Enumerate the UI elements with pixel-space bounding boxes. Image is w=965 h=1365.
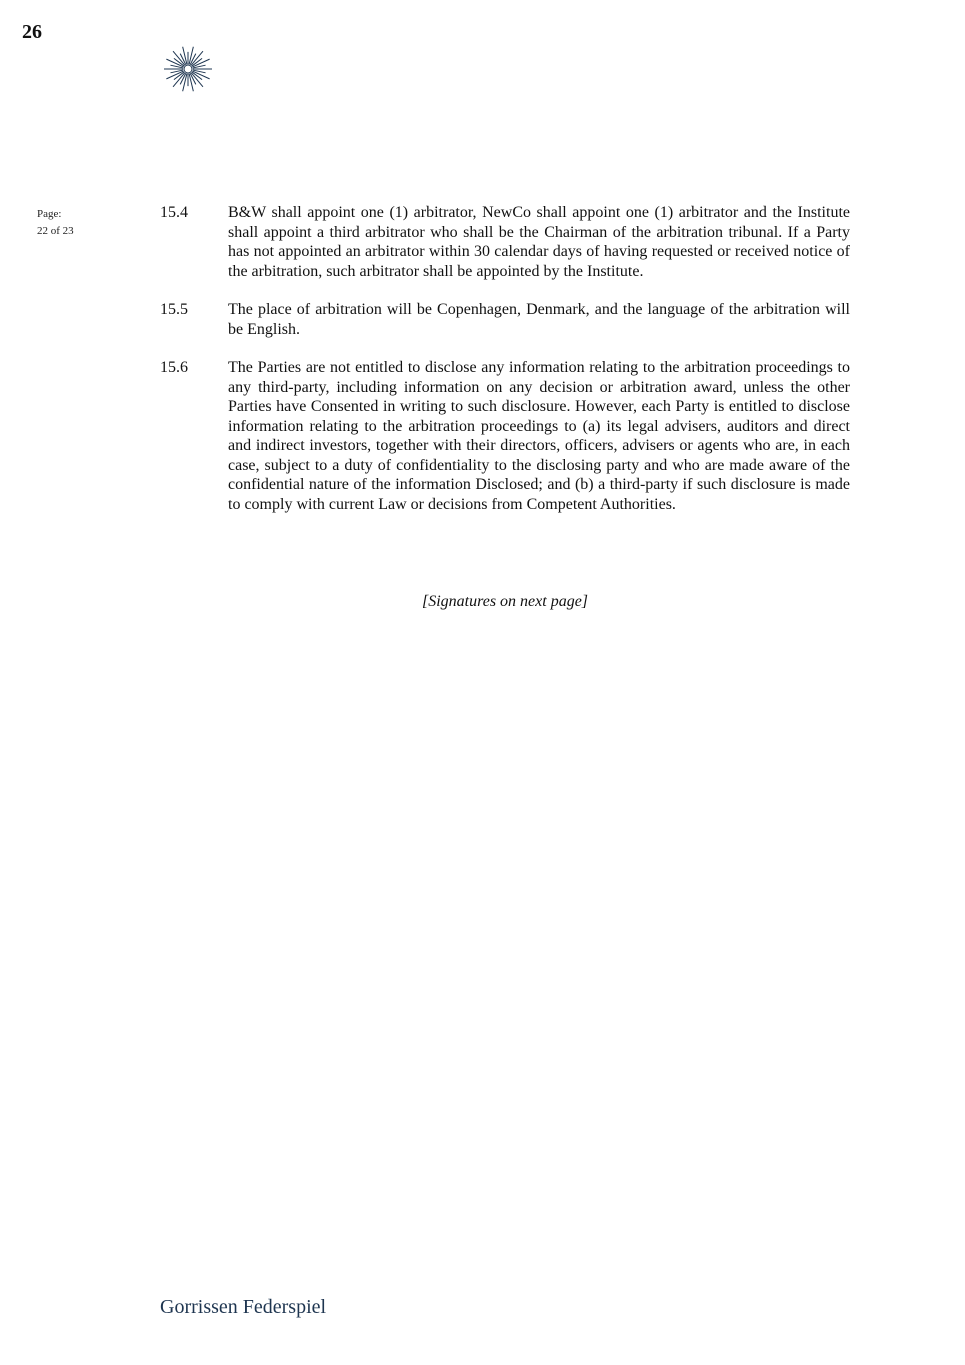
page-label: Page:	[37, 208, 62, 220]
page-indicator	[37, 206, 74, 240]
clause-number: 15.5	[160, 301, 188, 318]
signatures-note: [Signatures on next page]	[421, 593, 589, 610]
page-number: 26	[22, 21, 42, 43]
clause-text: The place of arbitration will be Copenhagen, Denmark, and the language of the arbitration will be English.	[228, 301, 850, 338]
page-value: 22 of 23	[37, 225, 74, 237]
clause-text: B&W shall appoint one (1) arbitrator, NewCo shall appoint one (1) arbitrator and the Institute shall appoint a third arbitrator who shall be the Chairman of the arbitration tribunal. If a Party has not appointed an arbitrator within 30 calendar days of having requested or received notice of the arbitration, such arbitrator shall be appointed by the Institute.	[228, 204, 850, 280]
clause-15-4	[160, 203, 850, 281]
clause-number: 15.4	[160, 204, 188, 221]
clause-15-5	[160, 300, 850, 339]
clause-list	[160, 203, 850, 533]
clause-text: The Parties are not entitled to disclose any information relating to the arbitration proceedings to any third-party, including information on any decision or arbitration award, unless the other Parties have Consented in writing to such disclosure. However, each Party is entitled to disclose information relating to the arbitration proceedings to (a) its legal advisers, auditors and direct and indirect investors, together with their directors, officers, advisers or agents who are, in each case, subject to a duty of confidentiality to the disclosing party and who are made aware of the confidential nature of the information Disclosed; and (b) a third-party if such disclosure is made to comply with current Law or decisions from Competent Authorities.	[228, 359, 850, 513]
clause-number: 15.6	[160, 359, 188, 376]
sunburst-logo-icon	[160, 44, 216, 94]
clause-15-6	[160, 358, 850, 514]
footer-brand: Gorrissen Federspiel	[160, 1296, 327, 1318]
